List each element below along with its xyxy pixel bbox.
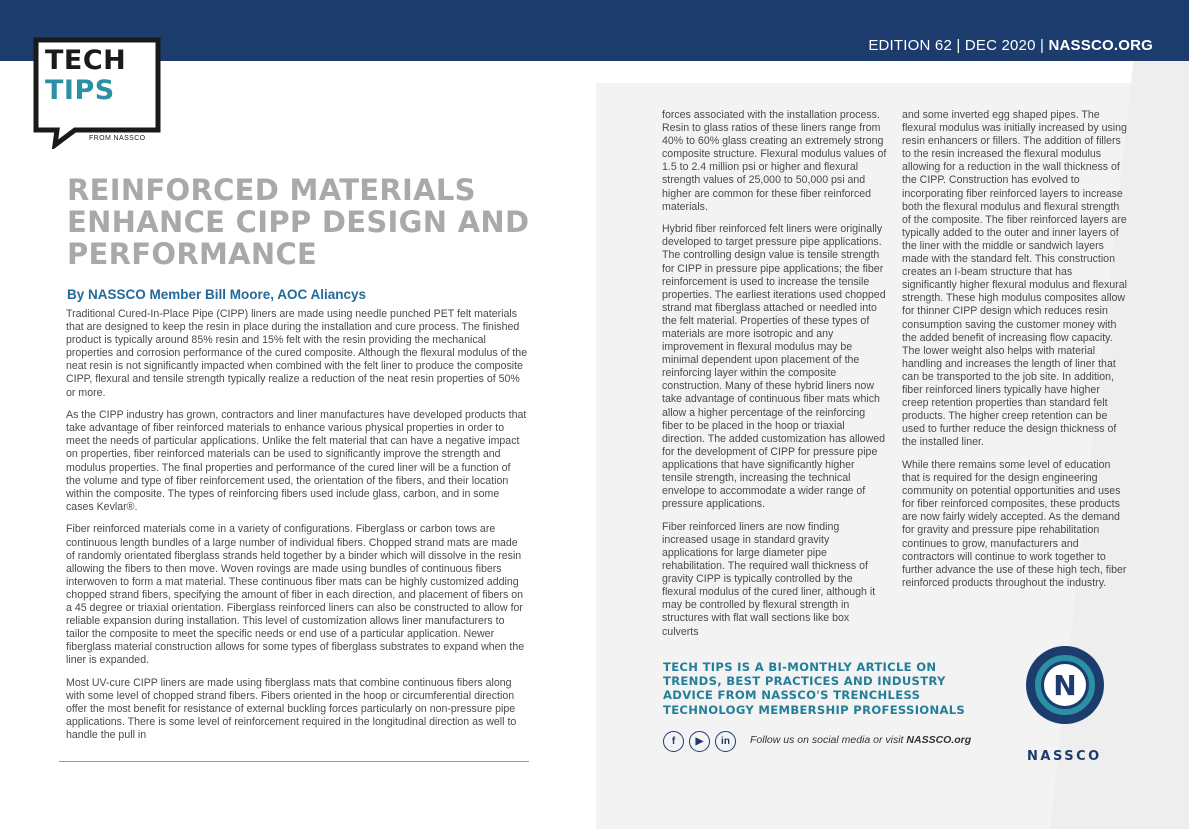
- paragraph: Fiber reinforced liners are now finding increased usage in standard gravity applications for large diameter pipe rehabilitation. The required wall thickness of gravity CIPP is typically controlled by the flexural modulus of the cured liner, although it may be controlled by flexural strength in structures with flat wall sections like box culverts: [662, 520, 876, 638]
- promo-text: TECH TIPS IS A BI-MONTHLY ARTICLE ON TRENDS, BEST PRACTICES AND INDUSTRY ADVICE FROM NASSCO'S TRENCHLESS TECHNOLOGY MEMBERSHIP PROFESSIONALS: [663, 660, 966, 717]
- nassco-wordmark: NASSCO: [1027, 749, 1102, 764]
- edition-info: [868, 37, 1153, 54]
- column-divider: [59, 761, 529, 762]
- paragraph: As the CIPP industry has grown, contractors and liner manufactures have developed products that take advantage of fiber reinforced materials to enhance various physical properties in order to meet the needs of particular applications. Unlike the felt material that can have a negative impact on properties, fiber reinforced materials can be used to significantly improve the strength and modulus properties. The final properties and performance of the cured liner will be a function of the volume and type of fiber reinforcement used, the orientation of the fibers, and their location within the composite. The types of reinforcing fibers used include glass, carbon, and in some cases Kevlar®.: [66, 409, 527, 513]
- article-column-2: [662, 109, 888, 648]
- article-headline: REINFORCED MATERIALS ENHANCE CIPP DESIGN AND PERFORMANCE: [67, 173, 530, 271]
- logo-tagline: FROM NASSCO: [89, 135, 146, 142]
- linkedin-icon[interactable]: in: [715, 731, 736, 752]
- tech-tips-logo: [33, 37, 161, 149]
- paragraph: and some inverted egg shaped pipes. The flexural modulus was initially increased by using resin enhancers or fillers. The addition of fillers to the resin increased the flexural modulus allowing for a reduction in the wall thickness of the CIPP. Construction has evolved to incorporating fiber reinforced layers to increase both the flexural modulus and flexural strength of the composite. The fiber reinforced layers are typically added to the outer and inner layers of the liner with the middle or sandwich layers made with the standard felt. This construction creates an I-beam structure that has significantly higher flexural modulus and flexural strength. These high modulus composites allow for thinner CIPP design which reduces resin consumption saving the customer money with the added benefit of increasing flow capacity. The lower weight also helps with material handling and increases the length of liner that can be transported to the job site. In addition, fiber reinforced liners typically have higher creep retention properties than standard felt products. The higher creep retention can be used to further reduce the design thickness of the installed liner.: [902, 109, 1127, 449]
- top-banner: [0, 0, 1189, 61]
- paragraph: Hybrid fiber reinforced felt liners were originally developed to target pressure pipe applications. The controlling design value is tensile strength for CIPP in pressure pipe applications; the fiber reinforcement is used to increase the tensile properties. The earliest iterations used chopped strand mat fiberglass attached or needled into the felt material. Properties of these types of materials are more isotropic and any improvement in flexural modulus may be minimal dependent upon placement of the reinforcing layer within the composite construction. Many of these hybrid liners now take advantage of continuous fiber mats which allow a higher percentage of the reinforcing fiber to be placed in the hoop or triaxial direction. The added customization has allowed for the development of CIPP for pressure pipe applications that have significantly higher tensile strength, increasing the technical envelope to accommodate a wider range of pressure applications.: [662, 223, 886, 511]
- youtube-icon[interactable]: ▶: [689, 731, 710, 752]
- logo-line-tips: TIPS: [45, 75, 115, 106]
- paragraph: Fiber reinforced materials come in a variety of configurations. Fiberglass or carbon tows are continuous length bundles of a large number of individual fibers. Chopped strand mats are made of randomly orientated fiberglass strands held together by a binder which will dissolve in the resin allowing the fibers to then move. Woven rovings are made using bundles of continuous fibers interwoven to form a mat material. These continuous fiber mats can be highly customized adding chopped strand fibers, specifying the amount of fiber in each direction, and placement of fibers on a 45 degree or triaxial orientation. Fiberglass reinforced liners can also be constructed to allow for reliable expansion during installation. This level of customization allows liner manufacturers to tailor the composite to meet the specific needs or end use of a particular application. Newer fiberglass material construction allows for some types of fiberglass substrates to expand when the liner is expanded.: [66, 523, 525, 667]
- paragraph: forces associated with the installation process. Resin to glass ratios of these liners range from 40% to 60% glass creating an extremely strong composite structure. Flexural modulus values of 1.5 to 2.4 million psi or higher and flexural strength values of 25,000 to 50,000 psi and higher are common for these fiber reinforced materials.: [662, 109, 887, 213]
- social-icons: [663, 729, 736, 753]
- facebook-icon[interactable]: f: [663, 731, 684, 752]
- logo-line-tech: TECH: [45, 45, 127, 76]
- follow-text: [750, 734, 971, 746]
- nassco-logo-letter: N: [1053, 669, 1077, 702]
- paragraph: Most UV-cure CIPP liners are made using fiberglass mats that combine continuous fibers along with some level of chopped strand fibers. Fibers oriented in the hoop or circumferential direction offer the most benefit for resistance of external buckling forces particularly on non-pressure pipe applications. There is some level of reinforcement required in the longitudinal direction as well to handle the pull in: [66, 676, 517, 742]
- article-column-3: [902, 109, 1128, 599]
- nassco-logo-icon: [1025, 645, 1105, 725]
- article-byline: By NASSCO Member Bill Moore, AOC Aliancys: [67, 287, 367, 302]
- edition-text: EDITION 62 | DEC 2020 |: [868, 37, 1049, 54]
- follow-prefix: Follow us on social media or visit: [750, 734, 907, 746]
- follow-site-link[interactable]: NASSCO.org: [906, 734, 972, 746]
- site-link[interactable]: NASSCO.ORG: [1048, 37, 1153, 54]
- article-column-1: [66, 308, 528, 752]
- paragraph: While there remains some level of education that is required for the design engineering community on potential opportunities and uses for fiber reinforced composites, these products are now fairly widely accepted. As the demand for gravity and pressure pipe rehabilitation continues to grow, manufacturers and contractors will continue to work together to further advance the use of these high tech, fiber reinforced products throughout the industry.: [902, 458, 1127, 589]
- paragraph: Traditional Cured-In-Place Pipe (CIPP) liners are made using needle punched PET felt materials that are designed to keep the resin in place during the installation and cure process. The finished product is typically around 85% resin and 15% felt with the resin providing the mechanical properties and corrosion performance of the cured composite. Although the flexural modulus of the neat resin is not significantly impacted when combined with the felt liner to produce the composite CIPP, flexural and tensile strength typically realize a reduction of the neat resin properties of 50% or more.: [66, 308, 528, 399]
